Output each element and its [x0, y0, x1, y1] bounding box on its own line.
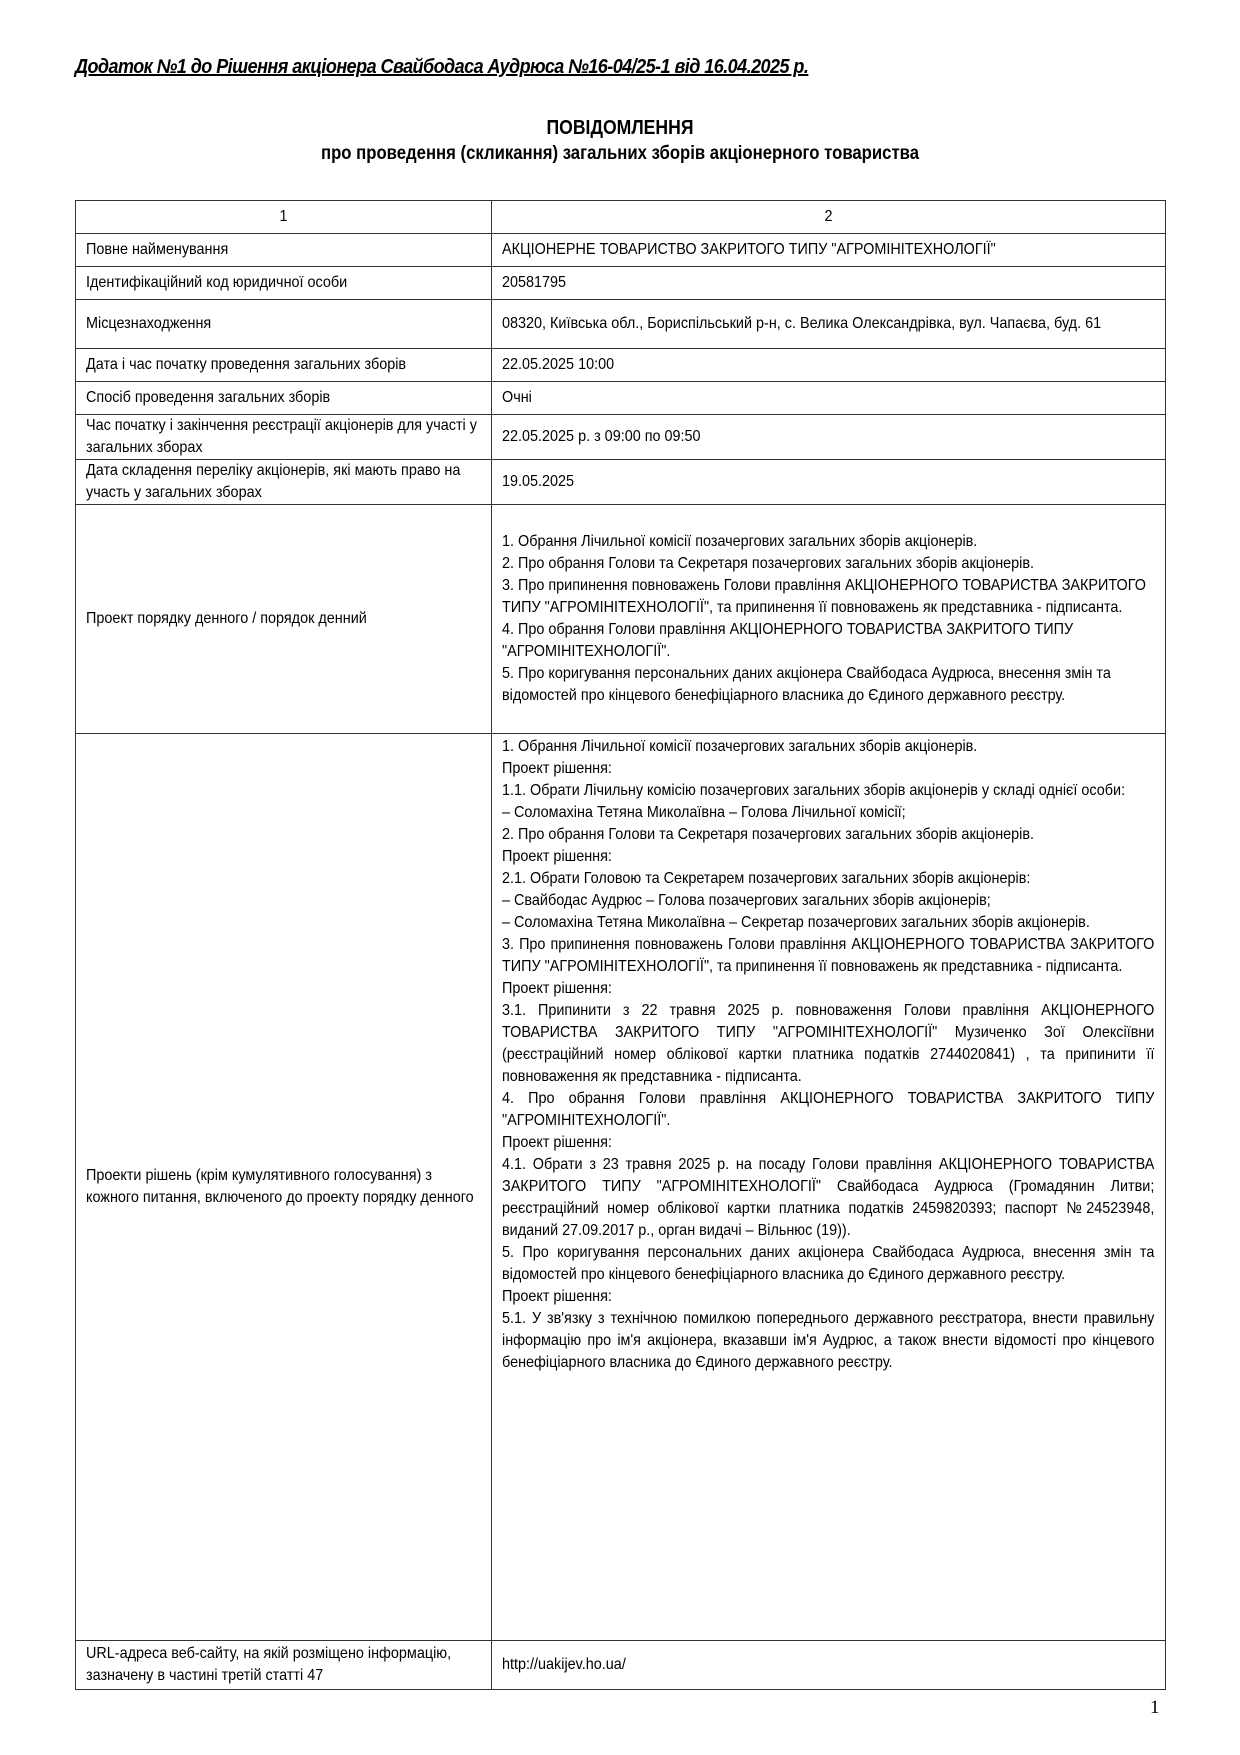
title-block [0, 115, 1240, 167]
row-value: АКЦІОНЕРНЕ ТОВАРИСТВО ЗАКРИТОГО ТИПУ "АГРОМІНІТЕХНОЛОГІЇ" [492, 234, 1166, 267]
resolution-line: 1. Обрання Лічильної комісії позачергових загальних зборів акціонерів. [502, 738, 978, 755]
row-value [492, 505, 1166, 734]
agenda-item: 2. Про обрання Голови та Секретаря позачергових загальних зборів акціонерів. [502, 555, 1035, 572]
resolution-line: – Свайбодас Аудрюс – Голова позачергових загальних зборів акціонерів; [502, 892, 991, 909]
table-row-registration-time [76, 415, 1166, 460]
row-value [492, 1641, 1166, 1690]
website-link[interactable]: http://uakijev.ho.ua/ [502, 1656, 626, 1673]
row-value [492, 734, 1166, 1641]
table-row-full-name [76, 234, 1166, 267]
document-subtitle: про проведення (скликання) загальних зборів акціонерного товариства [320, 143, 920, 164]
page-number: 1 [1150, 1697, 1160, 1718]
resolution-line: 5. Про коригування персональних даних акціонера Свайбодаса Аудрюса, внесення змін та відомостей про кінцевого бенефіціарного власника до Єдиного державного реєстру. [502, 1244, 1155, 1283]
resolution-line: – Соломахіна Тетяна Миколаївна – Секретар позачергових загальних зборів акціонерів. [502, 914, 1090, 931]
resolution-line: 2. Про обрання Голови та Секретаря позачергових загальних зборів акціонерів. [502, 826, 1035, 843]
table-header-row [76, 201, 1166, 234]
row-value: 08320, Київська обл., Бориспільський р-н, с. Велика Олександрівка, вул. Чапаєва, буд. 61 [492, 300, 1166, 349]
resolution-line: Проект рішення: [502, 1134, 612, 1151]
annex-reference: Додаток №1 до Рішення акціонера Свайбодаса Аудрюса №16-04/25-1 від 16.04.2025 р. [75, 56, 809, 78]
agenda-item: 3. Про припинення повноважень Голови правління АКЦІОНЕРНОГО ТОВАРИСТВА ЗАКРИТОГО ТИПУ "АГРОМІНІТЕХНОЛОГІЇ", та припинення її повноважень як представника - підписанта. [502, 577, 1146, 616]
resolution-line: 5.1. У зв'язку з технічною помилкою попереднього державного реєстратора, внести правильну інформацію про ім'я акціонера, вказавши ім'я Аудрюс, а також внести відомості про кінцевого бенефіціарного власника до Єдиного державного реєстру. [502, 1310, 1155, 1371]
resolution-line: 3. Про припинення повноважень Голови правління АКЦІОНЕРНОГО ТОВАРИСТВА ЗАКРИТОГО ТИПУ "АГРОМІНІТЕХНОЛОГІЇ", та припинення її повноважень як представника - підписанта. [502, 936, 1155, 975]
row-value: 20581795 [492, 267, 1166, 300]
row-label: Проекти рішень (крім кумулятивного голосування) з кожного питання, включеного до проекту порядку денного [76, 734, 492, 1641]
agenda-item: 4. Про обрання Голови правління АКЦІОНЕРНОГО ТОВАРИСТВА ЗАКРИТОГО ТИПУ "АГРОМІНІТЕХНОЛОГІЇ". [502, 621, 1074, 660]
resolution-line: 3.1. Припинити з 22 травня 2025 р. повноваження Голови правління АКЦІОНЕРНОГО ТОВАРИСТВА ЗАКРИТОГО ТИПУ "АГРОМІНІТЕХНОЛОГІЇ" Музиченко Зої Олексіївни (реєстраційний номер облікової картки платника податків 2744020841) , та припинити її повноваження як представника - підписанта. [502, 1002, 1155, 1085]
row-value: Очні [492, 382, 1166, 415]
row-label: Спосіб проведення загальних зборів [76, 382, 492, 415]
row-label: Повне найменування [76, 234, 492, 267]
row-value: 22.05.2025 10:00 [492, 349, 1166, 382]
table-row-website-url [76, 1641, 1166, 1690]
resolution-line: Проект рішення: [502, 760, 612, 777]
resolution-line: 2.1. Обрати Головою та Секретарем позачергових загальних зборів акціонерів: [502, 870, 1031, 887]
header-cell-1: 1 [76, 201, 492, 234]
row-label: Дата і час початку проведення загальних зборів [76, 349, 492, 382]
document-title: ПОВІДОМЛЕННЯ [546, 117, 694, 139]
row-label: Ідентифікаційний код юридичної особи [76, 267, 492, 300]
table-row-id-code [76, 267, 1166, 300]
table-row-meeting-format [76, 382, 1166, 415]
row-label: Проект порядку денного / порядок денний [76, 505, 492, 734]
resolution-line: Проект рішення: [502, 980, 612, 997]
header-cell-2: 2 [492, 201, 1166, 234]
resolutions-list [502, 736, 1154, 1374]
resolution-line: Проект рішення: [502, 1288, 612, 1305]
resolution-line: Проект рішення: [502, 848, 612, 865]
row-label: Дата складення переліку акціонерів, які мають право на участь у загальних зборах [76, 460, 492, 505]
notice-table [75, 200, 1166, 1690]
row-label: URL-адреса веб-сайту, на якій розміщено інформацію, зазначену в частині третій статті 47 [76, 1641, 492, 1690]
table-row-draft-resolutions [76, 734, 1166, 1641]
agenda-list [502, 531, 1154, 707]
row-label: Час початку і закінчення реєстрації акціонерів для участі у загальних зборах [76, 415, 492, 460]
table-row-meeting-datetime [76, 349, 1166, 382]
resolution-line: 4. Про обрання Голови правління АКЦІОНЕРНОГО ТОВАРИСТВА ЗАКРИТОГО ТИПУ "АГРОМІНІТЕХНОЛОГІЇ". [502, 1090, 1155, 1129]
agenda-item: 5. Про коригування персональних даних акціонера Свайбодаса Аудрюса, внесення змін та відомостей про кінцевого бенефіціарного власника до Єдиного державного реєстру. [502, 665, 1111, 704]
agenda-item: 1. Обрання Лічильної комісії позачергових загальних зборів акціонерів. [502, 533, 978, 550]
row-value: 19.05.2025 [492, 460, 1166, 505]
resolution-line: – Соломахіна Тетяна Миколаївна – Голова Лічильної комісії; [502, 804, 906, 821]
resolution-line: 1.1. Обрати Лічильну комісію позачергових загальних зборів акціонерів у складі однієї особи: [502, 782, 1126, 799]
table-row-location [76, 300, 1166, 349]
table-row-shareholder-list-date [76, 460, 1166, 505]
row-label: Місцезнаходження [76, 300, 492, 349]
resolution-line: 4.1. Обрати з 23 травня 2025 р. на посаду Голови правління АКЦІОНЕРНОГО ТОВАРИСТВА ЗАКРИТОГО ТИПУ "АГРОМІНІТЕХНОЛОГІЇ" Свайбодаса Аудрюса (Громадянин Литви; реєстраційний номер облікової картки платника податків 2459820393; паспорт №24523948, виданий 27.09.2017 р., орган видачі – Вільнюс (19)). [502, 1156, 1155, 1239]
table-row-agenda [76, 505, 1166, 734]
row-value: 22.05.2025 р. з 09:00 по 09:50 [492, 415, 1166, 460]
